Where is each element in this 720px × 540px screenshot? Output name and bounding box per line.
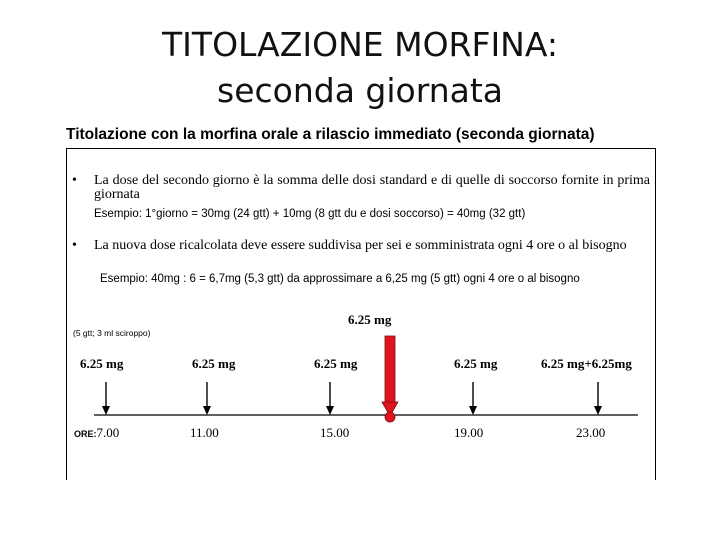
dose-arrow-2 <box>326 382 334 415</box>
ore-label: ORE: <box>74 429 97 439</box>
dose-arrow-0 <box>102 382 110 415</box>
slide-title <box>0 22 720 114</box>
time-value-0: 7.00 <box>96 425 120 440</box>
slide-title-line-1: TITOLAZIONE MORFINA: <box>162 25 558 64</box>
dose-arrow-4 <box>594 382 602 415</box>
dose-arrow-1 <box>203 382 211 415</box>
dose-label-4: 6.25 mg+6.25mg <box>541 356 632 371</box>
bullet-2-example: Esempio: 40mg : 6 = 6,7mg (5,3 gtt) da approssimare a 6,25 mg (5 gtt) ogni 4 ore o al bisogno <box>100 273 580 285</box>
time-label-0 <box>74 425 119 441</box>
bullet-2-text: La nuova dose ricalcolata deve essere suddivisa per sei e somministrata ogni 4 ore o al bisogno <box>94 238 627 253</box>
dose-arrow-3 <box>469 382 477 415</box>
time-label-3: 19.00 <box>454 425 484 440</box>
panel-heading: Titolazione con la morfina orale a rilascio immediato (seconda giornata) <box>66 126 595 143</box>
dose-label-0: 6.25 mg <box>80 356 124 371</box>
time-label-1: 11.00 <box>190 425 219 440</box>
bullet-1-example: Esempio: 1°giorno = 30mg (24 gtt) + 10mg (8 gtt du e dosi soccorso) = 40mg (32 gtt) <box>94 208 526 220</box>
slide-title-line-2: seconda giornata <box>217 71 503 110</box>
highlight-arrow <box>382 336 398 422</box>
dose-label-3: 6.25 mg <box>454 356 498 371</box>
bullet-1-text: La dose del secondo giorno è la somma delle dosi standard e di quelle di soccorso fornite in prima giornata <box>94 173 650 202</box>
titration-panel <box>66 126 656 480</box>
time-label-4: 23.00 <box>576 425 606 440</box>
dose-note: (5 gtt; 3 ml sciroppo) <box>73 328 151 338</box>
dose-label-1: 6.25 mg <box>192 356 236 371</box>
bullet-2-symbol: • <box>72 238 77 253</box>
highlight-dose-label: 6.25 mg <box>348 312 392 327</box>
bullet-1-symbol: • <box>72 173 77 188</box>
dose-label-2: 6.25 mg <box>314 356 358 371</box>
timeline-diagram <box>66 126 656 480</box>
time-label-2: 15.00 <box>320 425 350 440</box>
